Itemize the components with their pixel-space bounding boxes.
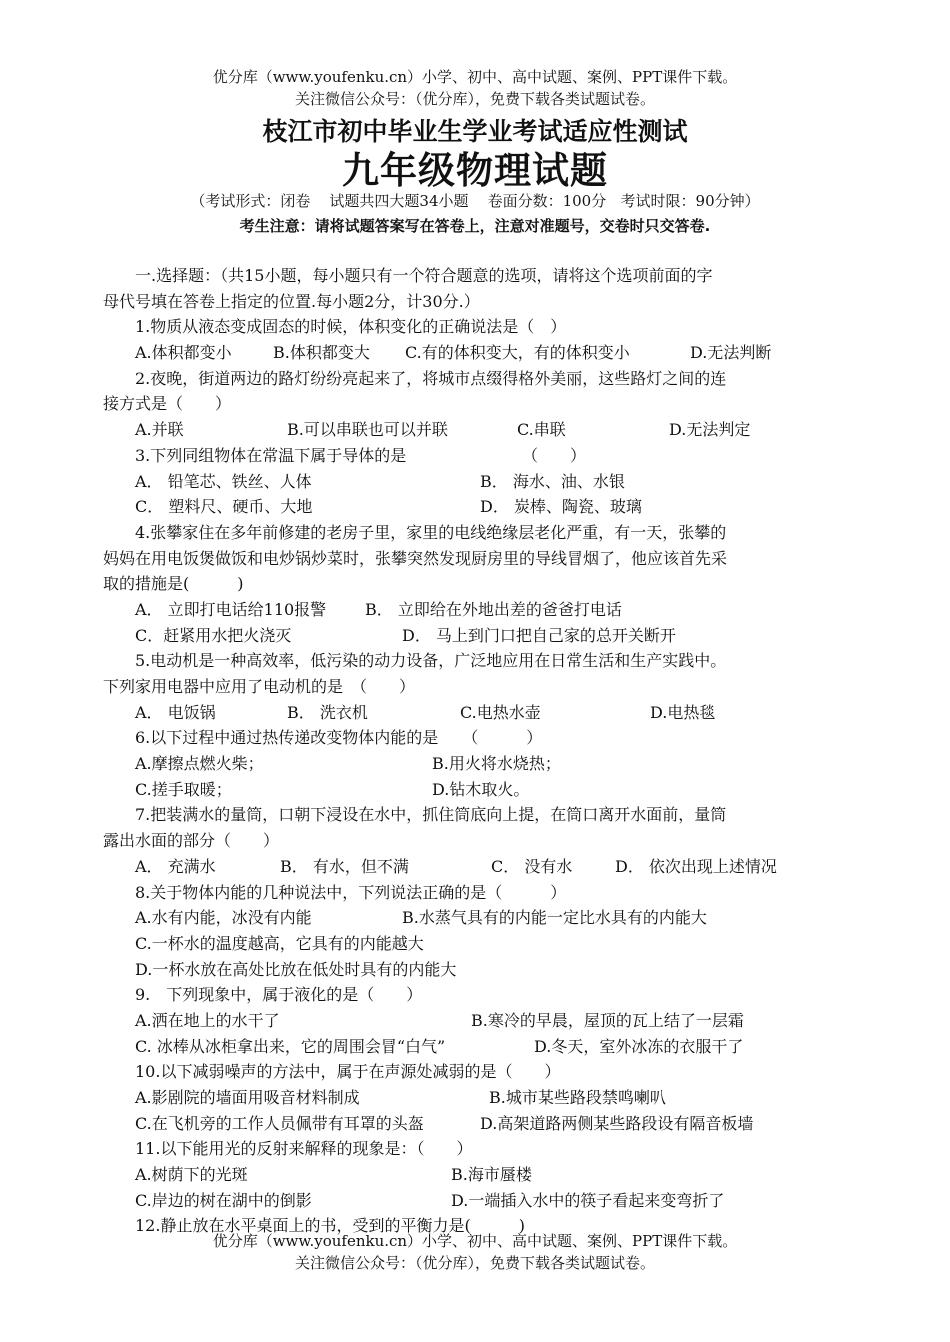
question-4-options-ab: [103, 597, 848, 623]
option-a: A.树荫下的光斑: [135, 1165, 248, 1185]
exam-title: 枝江市初中毕业生学业考试适应性测试: [262, 117, 688, 146]
option-a: A.洒在地上的水干了: [135, 1010, 280, 1030]
question-9-stem: 9. 下列现象中，属于液化的是（ ）: [135, 985, 423, 1005]
question-6-stem: 6.以下过程中通过热传递改变物体内能的是 （ ）: [135, 728, 543, 748]
question-4-stem-cont: 妈妈在用电饭煲做饭和电炒锅炒菜时，张攀突然发现厨房里的导线冒烟了，他应该首先采: [103, 548, 728, 568]
question-6-options-cd: [103, 777, 848, 803]
option-c: C.电热水壶: [460, 702, 541, 722]
option-b: B． 有水，但不满: [280, 856, 409, 876]
option-d: D.冬天，室外冰冻的衣服干了: [534, 1036, 744, 1056]
option-a: A． 充满水: [135, 856, 216, 876]
option-a: A.体积都变小: [135, 343, 232, 363]
option-d: D.一杯水放在高处比放在低处时具有的内能大: [135, 959, 457, 979]
option-a: A.摩擦点燃火柴；: [135, 754, 264, 774]
question-4-stem-cont: 取的措施是( ): [103, 574, 244, 594]
header-ad-line-1: 优分库（www.youfenku.cn）小学、初中、高中试题、案例、PPT课件下载。: [212, 68, 738, 86]
option-d: D.一端插入水中的筷子看起来变弯折了: [451, 1190, 725, 1210]
option-c: C.搓手取暖；: [135, 779, 232, 799]
footer-ad-line-2: 关注微信公众号：（优分库），免费下载各类试题试卷。: [294, 1254, 655, 1272]
question-3-options-cd: [103, 494, 848, 520]
question-4-stem: 4.张攀家住在多年前修建的老房子里，家里的电线绝缘层老化严重，有一天，张攀的: [135, 522, 727, 542]
question-8-option-d: [103, 957, 848, 983]
option-d: D． 马上到门口把自己家的总开关断开: [402, 625, 676, 645]
option-a: A.水有内能，冰没有内能: [135, 908, 312, 928]
option-a: A.影剧院的墙面用吸音材料制成: [135, 1088, 360, 1107]
question-3-stem: 3.下列同组物体在常温下属于导体的是 （ ）: [103, 443, 848, 469]
option-a: A． 立即打电话给110报警: [135, 599, 327, 619]
question-10-options-ab: [103, 1085, 848, 1111]
question-5-stem: 5.电动机是一种高效率，低污染的动力设备，广泛地应用在日常生活和生产实践中。: [135, 651, 727, 671]
option-a: A． 铅笔芯、铁丝、人体: [135, 471, 312, 491]
question-1-options: [103, 340, 848, 366]
answer-paren: （ ）: [522, 445, 587, 465]
question-4-options-cd: [103, 623, 848, 649]
question-section: [103, 263, 848, 1239]
option-d: D． 炭棒、陶瓷、玻璃: [480, 497, 642, 517]
question-2-options: [103, 417, 848, 443]
option-b: B.水蒸气具有的内能一定比水具有的内能大: [402, 908, 707, 928]
section-intro-cont: 母代号填在答卷上指定的位置.每小题2分，计30分.）: [103, 291, 480, 311]
option-c: C. 冰棒从冰柜拿出来，它的周围会冒“白气”: [135, 1036, 446, 1056]
question-5-stem-cont: 下列家用电器中应用了电动机的是 （ ）: [103, 677, 416, 696]
option-c: C.一杯水的温度越高，它具有的内能越大: [135, 933, 424, 953]
question-12-stem: 12.静止放在水平桌面上的书，受到的平衡力是( ): [135, 1216, 525, 1236]
option-b: B.可以串联也可以并联: [287, 420, 448, 440]
option-d: D.无法判定: [669, 420, 751, 440]
option-c: C． 塑料尺、硬币、大地: [135, 497, 313, 517]
footer-ad-line-1: 优分库（www.youfenku.cn）小学、初中、高中试题、案例、PPT课件下载。: [212, 1232, 738, 1250]
question-7-stem: 7.把装满水的量筒，口朝下浸设在水中，抓住筒底向上提，在筒口离开水面前，量筒: [135, 805, 727, 825]
option-b: B.寒冷的早晨，屋顶的瓦上结了一层霜: [471, 1010, 744, 1030]
section-intro: 一.选择题：（共15小题，每小题只有一个符合题意的选项，请将这个选项前面的字: [135, 266, 713, 285]
option-b: B.海市蜃楼: [451, 1165, 532, 1185]
option-d: D． 依次出现上述情况: [615, 856, 777, 876]
question-10-options-cd: [103, 1111, 848, 1137]
option-b: B． 洗衣机: [287, 702, 368, 722]
question-8-option-c: [103, 931, 848, 957]
question-7-stem-cont: 露出水面的部分（ ）: [103, 831, 280, 851]
option-a: A.并联: [135, 420, 184, 440]
option-c: C.有的体积变大，有的体积变小: [405, 343, 630, 363]
exam-subtitle: 九年级物理试题: [342, 149, 608, 192]
option-b: B.用火将水烧热；: [432, 754, 561, 774]
question-7-options: [103, 854, 848, 880]
option-c: C．赶紧用水把火浇灭: [135, 625, 292, 645]
question-8-options-ab: [103, 905, 848, 931]
option-c: C.岸边的树在湖中的倒影: [135, 1190, 312, 1210]
question-5-options: [103, 700, 848, 726]
exam-notice: 考生注意：请将试题答案写在答卷上，注意对准题号，交卷时只交答卷.: [239, 217, 711, 235]
question-10-stem: 10.以下减弱噪声的方法中，属于在声源处减弱的是（ ）: [135, 1062, 561, 1082]
exam-info: （考试形式：闭卷 试题共四大题34小题 卷面分数：100分 考试时限：90分钟）: [190, 192, 760, 210]
option-b: B． 海水、油、水银: [480, 471, 625, 491]
question-11-options-cd: [103, 1188, 848, 1214]
option-d: D.电热毯: [650, 702, 716, 722]
question-6-options-ab: [103, 751, 848, 777]
question-11-options-ab: [103, 1162, 848, 1188]
question-11-stem: 11.以下能用光的反射来解释的现象是：（ ）: [135, 1139, 473, 1159]
header-ad-line-2: 关注微信公众号：（优分库），免费下载各类试题试卷。: [294, 90, 655, 108]
option-c: C.在飞机旁的工作人员佩带有耳罩的头盔: [135, 1113, 424, 1133]
option-b: B． 立即给在外地出差的爸爸打电话: [365, 599, 622, 619]
option-c: C.串联: [517, 420, 566, 440]
question-1-stem: 1.物质从液态变成固态的时候，体积变化的正确说法是（ ）: [135, 317, 567, 337]
option-c: C． 没有水: [491, 856, 573, 876]
option-b: B.体积都变大: [273, 343, 370, 363]
question-3-options-ab: [103, 469, 848, 495]
question-2-stem-cont: 接方式是（ ）: [103, 394, 232, 414]
question-8-stem: 8.关于物体内能的几种说法中，下列说法正确的是（ ）: [135, 882, 567, 902]
option-d: D.钻木取火。: [432, 779, 530, 799]
question-9-options-cd: [103, 1034, 848, 1060]
option-a: A． 电饭锅: [135, 702, 216, 722]
option-b: B.城市某些路段禁鸣喇叭: [489, 1088, 666, 1107]
question-2-stem: 2.夜晚，街道两边的路灯纷纷亮起来了，将城市点缀得格外美丽，这些路灯之间的连: [135, 368, 727, 388]
option-d: D.无法判断: [690, 343, 772, 363]
question-9-options-ab: [103, 1008, 848, 1034]
option-d: D.高架道路两侧某些路段设有隔音板墙: [480, 1113, 754, 1133]
